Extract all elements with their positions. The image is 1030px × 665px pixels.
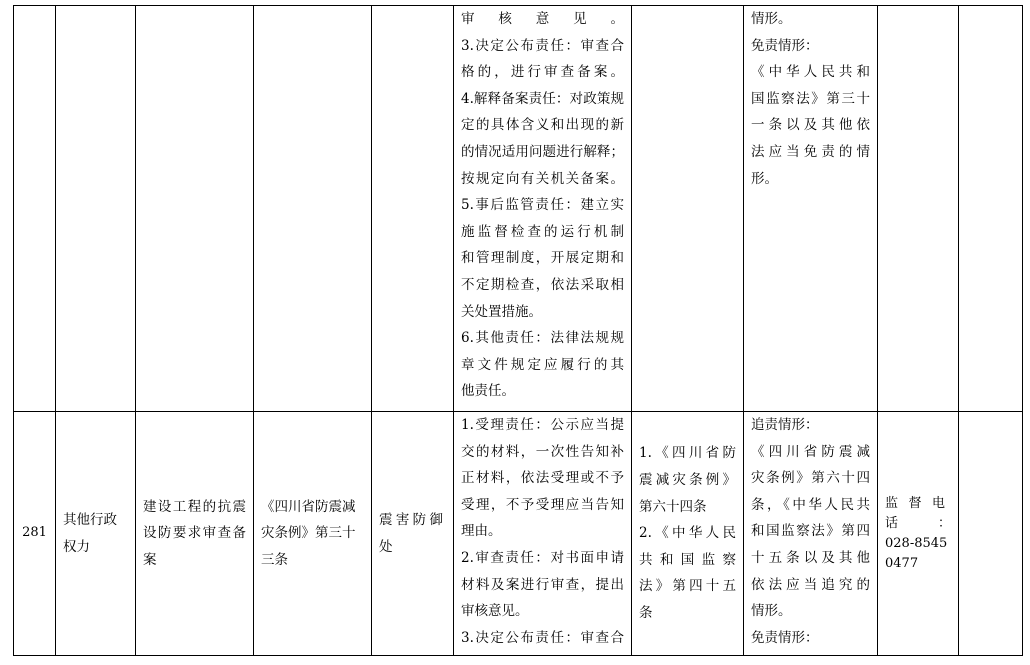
- resp-basis-cell: [632, 6, 744, 412]
- accountability-cell: [744, 412, 878, 656]
- power-list-table: [13, 5, 1023, 656]
- text-line: 4.解释备案责任：对政策规: [461, 90, 624, 107]
- basis-cell: [254, 6, 372, 412]
- name-cell: [136, 6, 254, 412]
- text-line: 按规定向有关机关备案。: [461, 170, 624, 187]
- accountability-text: [744, 6, 877, 192]
- remarks-cell: [959, 412, 1023, 656]
- text-line: 《中华人民共和: [751, 64, 870, 81]
- text-line: 震减灾条例》: [639, 472, 736, 489]
- text-line: 审核意见。: [461, 603, 529, 620]
- type-cell: [56, 6, 136, 412]
- remarks-cell: [959, 6, 1023, 412]
- resp-basis-text: [632, 440, 743, 626]
- text-line: 材料及案进行审查，提出: [461, 576, 624, 593]
- text-line: 条: [639, 604, 653, 621]
- text-line: 5.事后监管责任：建立实: [461, 197, 624, 214]
- text-line: 《四川省防震减: [751, 443, 870, 460]
- text-line: 的情况适用问题进行解释；: [461, 143, 624, 160]
- text-line: 免责情形：: [751, 629, 819, 646]
- text-line: 追责情形：: [751, 417, 819, 433]
- supervision-cell: [878, 412, 959, 656]
- text-line: 理由。: [461, 523, 502, 540]
- text-line: 6.其他责任：法律法规规: [461, 330, 624, 347]
- responsibility-text: [454, 6, 631, 405]
- text-line: 监督电: [885, 495, 951, 511]
- resp-basis-cell: [632, 412, 744, 656]
- text-line: 共和国监察: [639, 551, 736, 568]
- text-line: 2.审查责任：对书面申请: [461, 549, 624, 566]
- text-line: 条，《中华人民共: [751, 496, 870, 513]
- phone-number: 0477: [885, 555, 919, 571]
- supervision-cell: [878, 6, 959, 412]
- text-line: 第六十四条: [639, 498, 707, 515]
- accountability-cell: [744, 6, 878, 412]
- text-line: 正材料，依法受理或不予: [461, 470, 624, 487]
- text-line: 章文件规定应履行的其: [461, 356, 624, 373]
- type-cell: 其他行政权力: [56, 412, 136, 656]
- responsibility-text: [454, 412, 631, 651]
- text-line: 1.《四川省防: [639, 445, 736, 462]
- text-line: 定的具体含义和出现的新: [461, 117, 624, 134]
- table-row: [14, 6, 1023, 412]
- text-line: 关处置措施。: [461, 303, 542, 320]
- text-line: 施监督检查的运行机制: [461, 223, 624, 240]
- text-line: 2.《中华人民: [639, 525, 736, 542]
- text-line: 交的材料，一次性告知补: [461, 443, 624, 460]
- text-line: 免责情形：: [751, 37, 819, 54]
- text-line: 国监察法》第三十: [751, 90, 870, 107]
- text-line: 法》第四十五: [639, 578, 736, 595]
- text-line: 形。: [751, 170, 778, 187]
- text-line: 受理，不予受理应当告知: [461, 496, 624, 513]
- text-line: 话：: [885, 515, 951, 531]
- text-line: 情形。: [751, 603, 792, 620]
- text-line: 1.受理责任：公示应当提: [461, 417, 624, 433]
- text-line: 不定期检查，依法采取相: [461, 276, 624, 293]
- dept-cell: [372, 6, 454, 412]
- responsibility-cell: [454, 6, 632, 412]
- text-line: 和管理制度，开展定期和: [461, 250, 624, 267]
- text-line: 格的，进行审查备案。: [461, 64, 624, 81]
- name-cell: 建设工程的抗震设防要求审查备案: [136, 412, 254, 656]
- responsibility-cell: [454, 412, 632, 656]
- text-line: 他责任。: [461, 383, 515, 400]
- text-line: 3.决定公布责任：审查合: [461, 629, 624, 646]
- text-line: 和国监察法》第四: [751, 523, 870, 540]
- basis-cell: 《四川省防震减灾条例》第三十三条: [254, 412, 372, 656]
- text-line: 依法应当追究的: [751, 576, 870, 593]
- text-line: 3.决定公布责任：审查合: [461, 37, 624, 54]
- text-line: 一条以及其他依: [751, 117, 870, 134]
- dept-cell: 震害防御处: [372, 412, 454, 656]
- text-line: 情形。: [751, 11, 792, 27]
- text-line: 灾条例》第六十四: [751, 470, 870, 487]
- supervision-text: [878, 494, 958, 574]
- seq-cell: [14, 6, 56, 412]
- phone-number: 028-8545: [885, 535, 948, 551]
- text-line: 审核意见。: [461, 11, 624, 27]
- accountability-text: [744, 412, 877, 651]
- table-row: [14, 412, 1023, 656]
- text-line: 十五条以及其他: [751, 549, 870, 566]
- text-line: 法应当免责的情: [751, 143, 870, 160]
- seq-cell: 281: [14, 412, 56, 656]
